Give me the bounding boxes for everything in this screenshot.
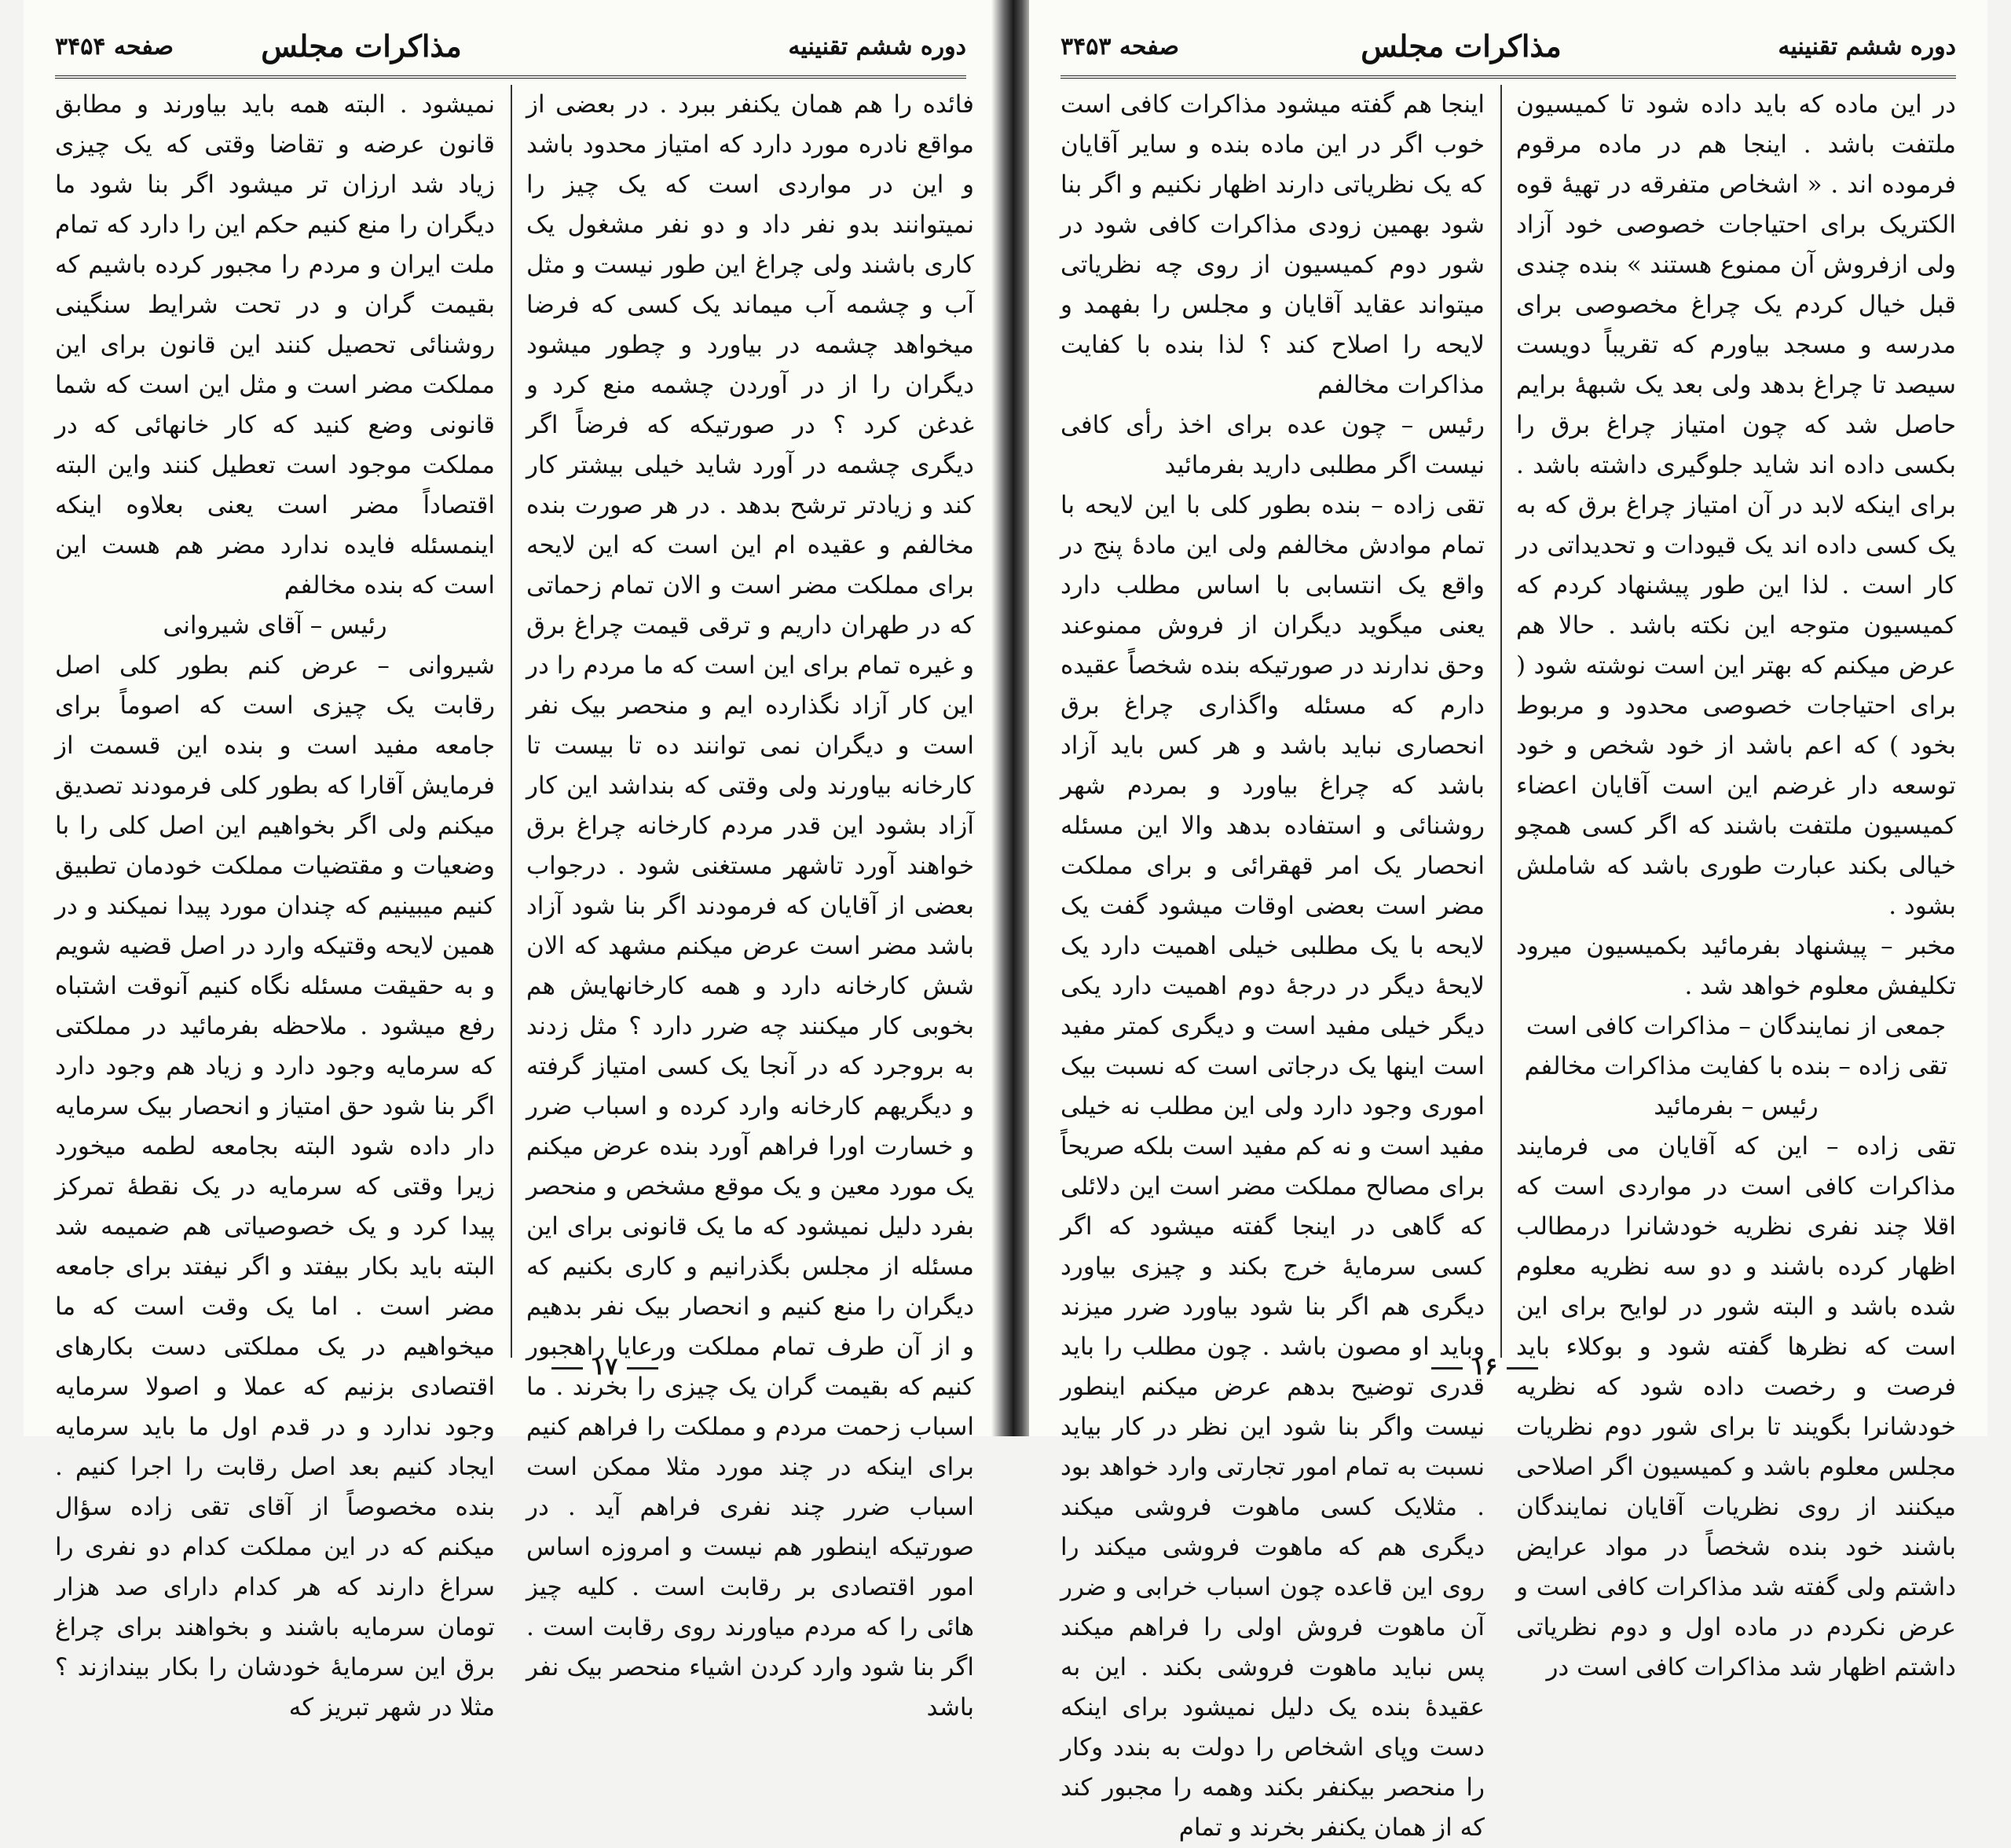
column-divider [1500, 85, 1502, 1358]
column-right [1516, 85, 1956, 1681]
paragraph: فائده را هم همان یکنفر ببرد . در بعضی از مواقع نادره مورد دارد که امتیاز محدود باشد و این در مواردی است که یک چیز را نمیتوانند بدو نفر داد و دو نفر مشغول یک کاری باشند ولی چراغ این طور نیست و مثل آب و چشمه آب میماند یک کسی که فرضا میخواهد چشمه در بیاورد و چطور میشود دیگران را از در آوردن چشمه منع کرد و غدغن کرد ؟ در صورتیکه که فرضاً اگر دیگری چشمه در آورد شاید خیلی بیشتر کار کند و زیادتر ترشح بدهد . در هر صورت بنده مخالفم و عقیده ام این است که این لایحه برای مملکت مضر است و الان تمام زحماتی که در طهران داریم و ترقی قیمت چراغ برق و غیره تمام برای این است که ما مردم را در این کار آزاد نگذارده ایم و منحصر بیک نفر است و دیگران نمی توانند ده تا بیست تا کارخانه بیاورند ولی وقتی که بنداشد این کار آزاد بشود این قدر مردم کارخانه چراغ برق خواهند آورد تاشهر مستغنی شود . درجواب بعضی از آقایان که فرمودند اگر بنا شود آزاد باشد مضر است عرض میکنم مشهد که الان شش کارخانه دارد و همه کارخانهایش هم بخوبی کار میکنند چه ضرر دارد ؟ مثل زدند به بروجرد که در آنجا یک کسی امتیاز گرفته و دیگریهم کارخانه وارد کرده و اسباب ضرر و خسارت اورا فراهم آورد بنده عرض میکنم یک مورد معین و یک موقع مشخص و منحصر بفرد دلیل نمیشود که ما یک قانونی برای این مسئله از مجلس بگذرانیم و کاری بکنیم که دیگران را منع کنیم و انحصار بیک نفر بدهیم و از آن طرف تمام مملکت ورعایا راهجبور کنیم که بقیمت گران یک چیزی را بخرند . ما اسباب زحمت مردم و مملکت را فراهم کنیم برای اینکه در چند مورد مثلا ممکن است اسباب ضرر چند نفری فراهم آید . در صورتیکه اینطور هم نیست و امروزه اساس امور اقتصادی بر رقابت است . کلیه چیز هائی را که مردم میاورند روی رقابت است . اگر بنا شود وارد کردن اشیاء منحصر بیک نفر باشد [526, 90, 974, 1722]
folio-number: ۱۶ [1422, 1353, 1548, 1380]
paragraph: نمیشود . البته همه باید بیاورند و مطابق قانون عرضه و تقاضا وقتی که یک چیزی زیاد شد ارزان تر میشود اگر بنا شود ما دیگران را منع کنیم حکم این را دارد که تمام ملت ایران و مردم را مجبور کرده باشیم که بقیمت گران و در تحت شرایط سنگینی روشنائی تحصیل کنند این قانون برای این مملکت مضر است و مثل این است که شما قانونی وضع کنید که کار خانهائی که در مملکت موجود است تعطیل کنند واین البته اقتصاداً مضر است یعنی بعلاوه اینکه اینمسئله فایده ندارد مضر هم هست این است که بنده مخالفم [55, 90, 495, 600]
header-title: مذاکرات مجلس [261, 28, 462, 64]
folio-number: ۱۷ [542, 1353, 668, 1380]
paragraph: تقی زاده – بنده بطور کلی با این لایحه با تمام موادش مخالفم ولی این مادهٔ پنج در واقع یک انتسابی با اساس مطلب دارد یعنی میگوید دیگران از فروش ممنوعند وحق ندارند در صورتیکه بنده شخصاً عقیده دارم که مسئله واگذاری چراغ برق انحصاری نباید باشد و هر کس باید آزاد باشد که چراغ بیاورد و بمردم شهر روشنائی و استفاده بدهد والا این مسئله انحصار یک امر قهقرائی و برای مملکت مضر است بعضی اوقات میشود گفت یک لایحه با یک مطلبی خیلی اهمیت دارد یک لایحهٔ دیگر در درجهٔ دوم اهمیت دارد یکی دیگر خیلی مفید است و دیگری کمتر مفید است اینها یک درجاتی است که نسبت بیک اموری وجود دارد ولی این مطلب نه خیلی مفید است و نه کم مفید است بلکه صریحاً برای مصالح مملکت مضر است این دلائلی که گاهی در اینجا گفته میشود که اگر کسی سرمایهٔ خرج بکند و چیزی بیاورد دیگری هم اگر بنا شود بیاورد ضرر میزند وباید او مصون باشد . چون مطلب را باید قدری توضیح بدهم عرض میکنم اینطور نیست واگر بنا شود این نظر در کار بیاید نسبت به تمام امور تجارتی وارد خواهد بود . مثلایک کسی ماهوت فروشی میکند دیگری هم که ماهوت فروشی میکند را روی این قاعده چون اسباب خرابی و ضرر آن ماهوت فروش اولی را فراهم میکند پس نباید ماهوت فروشی بکند . این به عقیدهٔ بنده یک دلیل نمیشود برای اینکه دست وپای اشخاص را دولت به بندد وکار را منحصر بیکنفر بکند وهمه را مجبور کند که از همان یکنفر بخرند و تمام [1060, 491, 1485, 1842]
speaker-line: تقی زاده – بنده با کفایت مذاکرات مخالفم [1524, 1052, 1948, 1080]
paragraph: اینجا هم گفته میشود مذاکرات کافی است خوب اگر در این ماده بنده و سایر آقایان که یک نظریاتی دارند اظهار نکنیم و اگر بنا شود بهمین زودی مذاکرات کافی شود در شور دوم کمیسیون از روی چه نظریاتی میتواند عقاید آقایان و مجلس را بفهمد و لایحه را اصلاح کند ؟ لذا بنده با کفایت مذاکرات مخالفم [1060, 90, 1485, 399]
column-divider [511, 85, 512, 1358]
series-label: دوره ششم تقنینیه [788, 33, 966, 60]
speaker-line: رئیس – بفرمائید [1654, 1092, 1819, 1120]
page-header [55, 28, 966, 72]
header-title: مذاکرات مجلس [1361, 28, 1562, 64]
page-number-label: صفحه ۳۴۵۴ [55, 33, 174, 60]
paragraph: شیروانی – عرض کنم بطور کلی اصل رقابت یک چیزی است که اصوماً برای جامعه مفید است و بنده این قسمت از فرمایش آقارا که بطور کلی فرمودند تصدیق میکنم ولی اگر بخواهیم این اصل کلی را با وضعیات و مقتضیات مملکت خودمان تطبیق کنیم میبینیم که چندان مورد پیدا نمیکند و در همین لایحه وقتیکه وارد در اصل قضیه شویم و به حقیقت مسئله نگاه کنیم آنوقت اشتباه رفع میشود . ملاحظه بفرمائید در مملکتی که سرمایه وجود دارد و زیاد هم وجود دارد اگر بنا شود حق امتیاز و انحصار بیک سرمایه دار داده شود البته بجامعه لطمه میخورد زیرا وقتی که سرمایه در یک نقطهٔ تمرکز پیدا کرد و یک خصوصیاتی هم ضمیمه شد البته باید بکار بیفتد و اگر نیفتد برای جامعه مضر است . اما یک وقت است که ما میخواهیم در یک مملکتی دست بکارهای اقتصادی بزنیم که عملا و اصولا سرمایه وجود ندارد و در قدم اول ما باید سرمایه ایجاد کنیم بعد اصل رقابت را اجرا کنیم . بنده مخصوصاً از آقای تقی زاده سؤال میکنم که در این مملکت کدام دو نفری را سراغ دارند که هر کدام دارای صد هزار تومان سرمایه باشند و بخواهند برای چراغ برق این سرمایهٔ خودشان را بکار بیندازند ؟ مثلا در شهر تبریز که [55, 651, 495, 1722]
paragraph: مخبر – پیشنهاد بفرمائید بکمیسیون میرود تکلیفش معلوم خواهد شد . [1516, 932, 1956, 1000]
column-left [55, 85, 495, 1722]
paragraph: در این ماده که باید داده شود تا کمیسیون ملتفت باشد . اینجا هم در ماده مرقوم فرموده اند . « اشخاص متفرقه در تهیهٔ قوه الکتریک برای احتیاجات خصوصی خود آزاد ولی ازفروش آن ممنوع هستند » بنده چندی قبل خیال کردم یک چراغ مخصوصی برای مدرسه و مسجد بیاورم که تقریباً دویست سیصد تا چراغ بدهد ولی بعد یک شبههٔ برایم حاصل شد که چون امتیاز چراغ برق را بکسی داده اند شاید جلوگیری داشته باشد . برای اینکه لابد در آن امتیاز چراغ برق که به یک کسی داده اند یک قیودات و تحدیداتی در کار است . لذا این طور پیشنهاد کردم که کمیسیون متوجه این نکته باشد . حالا هم عرض میکنم که بهتر این است نوشته شود ( برای احتیاجات خصوصی محدود و مربوط بخود ) که اعم باشد از خود شخص و خود توسعه دار غرضم این است آقایان اعضاء کمیسیون ملتفت باشند که اگر کسی همچو خیالی بکند عبارت طوری باشد که شاملش بشود . [1516, 90, 1956, 920]
right-page [1029, 0, 1987, 1842]
page-header [1060, 28, 1956, 72]
left-page [24, 0, 998, 1722]
page-number-label: صفحه ۳۴۵۳ [1060, 33, 1179, 60]
paragraph: تقی زاده – این که آقایان می فرمایند مذاکرات کافی است در مواردی است که اقلا چند نفری نظریه خودشانرا درمطالب اظهار کرده باشند و دو سه نظریه معلوم شده باشد و البته شور در لوایح برای این است که نظرها گفته شود و بوکلاء باید فرصت و رخصت داده شود که نظریه خودشانرا بگویند تا برای شور دوم نظریات مجلس معلوم باشد و کمیسیون اگر اصلاحی میکنند از روی نظریات آقایان نمایندگان باشند خود بنده شخصاً در مواد عرایض داشتم ولی گفته شد مذاکرات کافی است و عرض نکردم در ماده اول و دوم نظریاتی داشتم اظهار شد مذاکرات کافی است در [1516, 1132, 1956, 1681]
speaker-line: جمعی از نمایندگان – مذاکرات کافی است [1526, 1012, 1947, 1040]
header-rule [1060, 75, 1956, 79]
header-rule [55, 75, 966, 79]
series-label: دوره ششم تقنینیه [1778, 33, 1956, 60]
speaker-line: رئیس – آقای شیروانی [163, 611, 387, 640]
paragraph: رئیس – چون عده برای اخذ رأی کافی نیست اگر مطلبی دارید بفرمائید [1060, 411, 1485, 479]
